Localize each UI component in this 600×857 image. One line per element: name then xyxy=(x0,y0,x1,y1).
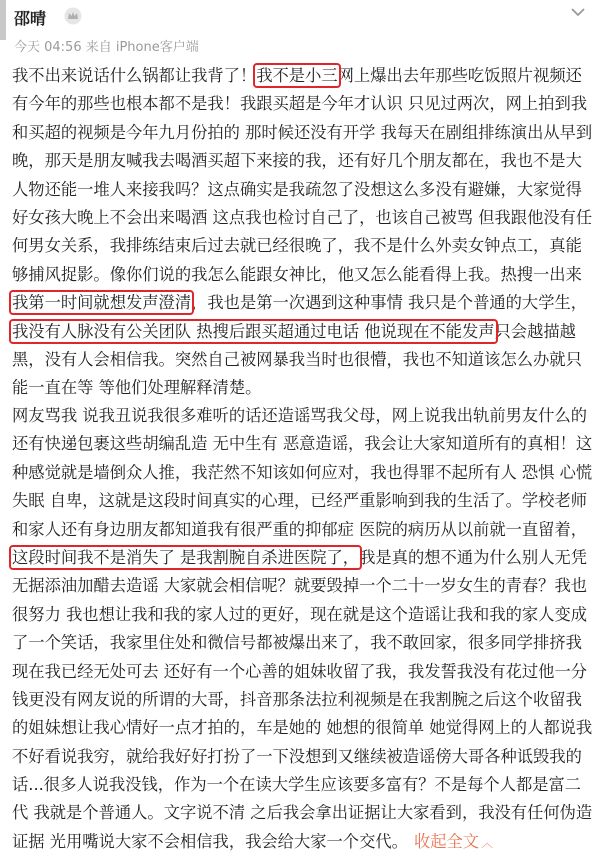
text-segment: 证据 光用嘴说大家不会相信我，我会给大家一个交代。 xyxy=(12,831,408,851)
collapse-full-text-link[interactable]: 收起全文 xyxy=(413,831,480,851)
chevron-down-icon[interactable] xyxy=(570,6,586,18)
crown-icon xyxy=(64,7,82,25)
highlighted-phrase: 我不是小三 xyxy=(256,66,338,85)
text-segment: 还有快递包裹这些胡编乱造 无中生有 恶意造谣，我会让大家知道所有的真相！这 xyxy=(12,434,593,454)
text-line xyxy=(12,686,590,714)
post-header xyxy=(0,0,600,60)
text-line xyxy=(12,828,590,856)
text-segment: 很努力 我也想让我和我的家人过的更好，现在就是这个造谣让我和我的家人变成 xyxy=(12,604,588,624)
text-line xyxy=(12,62,590,90)
text-segment: 钱更没有网友说的所谓的大哥，抖音那条法拉利视频是在我割腕之后这个收留我 xyxy=(12,689,582,709)
text-segment: 种感觉就是墙倒众人推，我茫然不知该如何应对，我也得罪不起所有人 恐惧 心慌 xyxy=(12,462,593,482)
text-line xyxy=(12,799,593,827)
text-line xyxy=(12,318,590,346)
text-segment: 只会越描越 xyxy=(494,321,576,341)
text-line xyxy=(12,147,590,175)
text-segment: 晚，那天是朋友喊我去喝酒买超下来接的我，还有好几个朋友都在，我也不是大 xyxy=(12,151,582,171)
text-line xyxy=(12,119,593,147)
text-line xyxy=(12,487,590,515)
author-name[interactable]: 邵晴 xyxy=(14,9,47,28)
text-segment: 现在我已经无处可去 还好有一个心善的姐妹收留了我，我发誓我没有花过他一分 xyxy=(12,661,588,681)
text-segment: 无据添油加醋去造谣 大家就会相信呢？就要毁掉一个二十一岁女生的青春？我也 xyxy=(12,576,588,596)
text-segment: 好女孩大晚上不会出来喝酒 这点我也检讨自己了，也该自己被骂 但我跟他没有任 xyxy=(12,207,593,227)
text-segment: ，我也是第一次遇到这种事情 我只是个普通的大学生， xyxy=(191,293,588,313)
text-line xyxy=(12,374,590,402)
text-segment: 和买超的视频是今年九月份拍的 那时候还没有开学 我每天在剧组排练演出从早到 xyxy=(12,122,593,142)
avatar[interactable] xyxy=(0,0,6,40)
text-segment: 网上爆出去年那些吃饭照片视频还 xyxy=(337,66,582,85)
text-line xyxy=(12,658,590,686)
text-segment: 不好看说我穷，就给我好好打扮了一下没想到又继续被造谣傍大哥各种诋毁我的 xyxy=(12,746,582,766)
text-line xyxy=(12,544,590,572)
text-segment: 了一个笑话，我家里住处和微信号都被爆出来了，我不敢回家，很多同学排挤我 xyxy=(12,633,582,653)
highlighted-phrase: 这段时间我不是消失了 是我割腕自杀进医院了， xyxy=(12,547,360,567)
text-line xyxy=(12,402,590,430)
chevron-up-icon[interactable]: ︿ xyxy=(481,835,494,850)
text-segment: 人物还能一堆人来接我吗？这点确实是我疏忽了没想这么多没有避嫌，大家觉得 xyxy=(12,179,582,199)
text-line xyxy=(12,743,590,771)
text-segment: 够捕风捉影。像你们说的我怎么能跟女神比，他又怎么能看得上我。热搜一出来 xyxy=(12,264,582,284)
text-line xyxy=(12,346,590,374)
text-line xyxy=(12,430,593,458)
text-segment: 黑，没有人会相信我。突然自己被网暴我当时也很懵，我也不知道该怎么办就只 xyxy=(12,349,582,369)
text-line xyxy=(12,261,590,289)
post-paragraph-2 xyxy=(12,402,593,856)
text-line xyxy=(12,771,590,799)
text-segment: 何男女关系，我排练结束后过去就已经很晚了，我不是什么外卖女钟点工，真能 xyxy=(12,236,582,256)
highlighted-phrase: 我没有人脉没有公关团队 热搜后跟买超通过电话 他说现在不能发声 xyxy=(12,321,495,341)
text-line xyxy=(12,714,593,742)
text-line xyxy=(12,289,590,317)
post-paragraph-1 xyxy=(12,62,593,403)
text-line xyxy=(12,459,593,487)
text-segment: 的姐妹想让我心情好一点才拍的，车是她的 她想的很简单 她觉得网上的人都说我 xyxy=(12,718,593,738)
text-segment: 代 我就是个普通人。文字说不清 之后我会拿出证据让大家看到，我没有任何伪造 xyxy=(12,803,593,823)
text-line xyxy=(12,572,590,600)
text-line xyxy=(12,232,590,260)
text-line xyxy=(12,90,590,118)
text-segment: 和家人还有身边朋友都知道我有很严重的抑郁症 医院的病历从以前就一直留着， xyxy=(12,519,588,539)
text-segment: 话...很多人说我没钱，作为一个在读大学生应该要多富有？不是每个人都是富二 xyxy=(12,775,582,795)
text-segment: 网友骂我 说我丑说我很多难听的话还造谣骂我父母，网上说我出轨前男友什么的 xyxy=(12,406,588,425)
text-segment: 能一直在等 等他们处理解释清楚。 xyxy=(12,378,262,398)
text-line xyxy=(12,204,593,232)
text-line xyxy=(12,176,590,204)
text-line xyxy=(12,601,590,629)
text-segment: 我是真的想不通为什么别人无凭 xyxy=(359,547,588,567)
text-line xyxy=(12,516,590,544)
text-segment: 有今年的那些也根本都不是我！我跟买超是今年才认识 只见过两次，网上拍到我 xyxy=(12,94,588,114)
text-line xyxy=(12,629,590,657)
post-meta: 今天 04:56 来自 iPhone客户端 xyxy=(14,40,199,55)
highlighted-phrase: 我第一时间就想发声澄清 xyxy=(12,293,192,313)
text-segment: 我不出来说话什么锅都让我背了！ xyxy=(12,66,257,85)
text-segment: 失眠 自卑，这就是这段时间真实的心理，已经严重影响到我的生活了。学校老师 xyxy=(12,491,588,511)
